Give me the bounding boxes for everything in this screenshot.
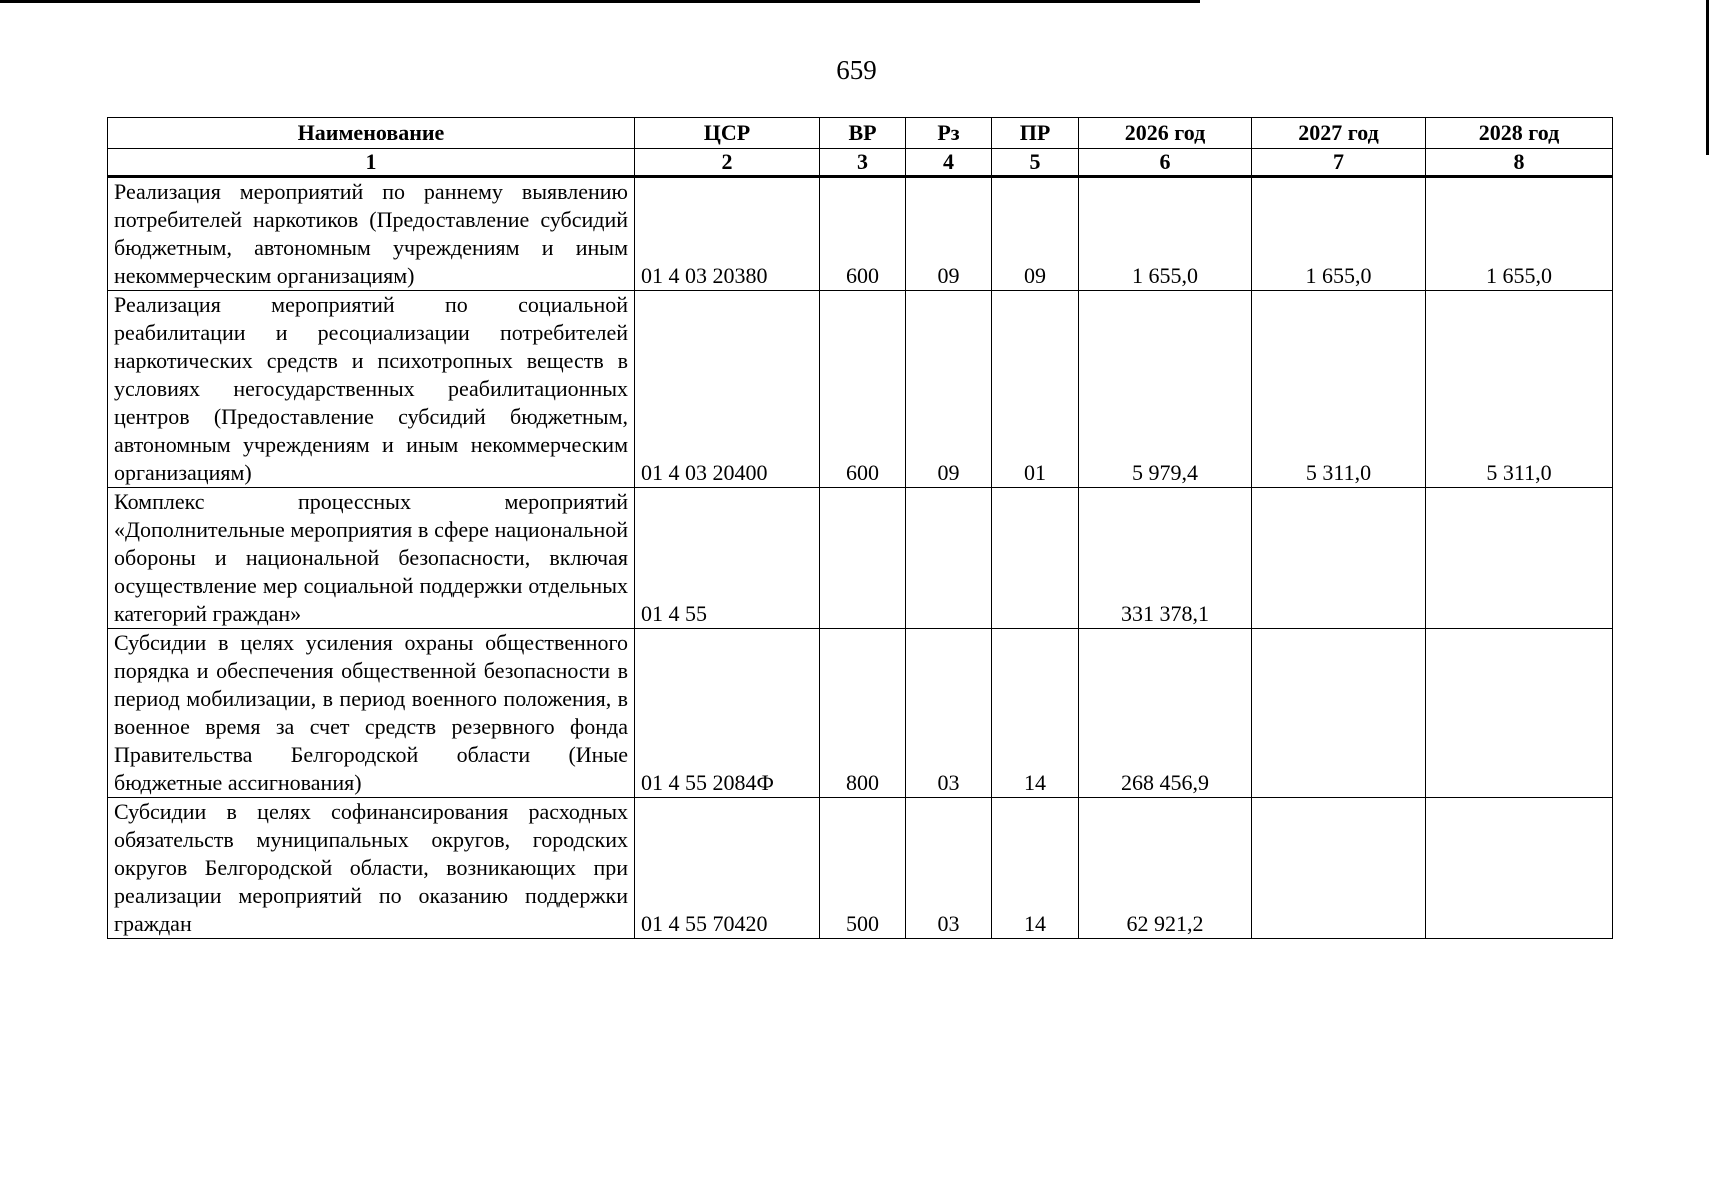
column-number: 6 bbox=[1079, 149, 1252, 177]
row-name: Реализация мероприятий по социальной реабилитации и ресоциализации потребителей наркотических средств и психотропных веществ в условиях негосударственных реабилитационных центров (Предоставление субсидий бюджетным, автономным учреждениям и иным некоммерческим организациям) bbox=[108, 291, 635, 488]
row-rz: 03 bbox=[906, 629, 992, 798]
row-2026: 331 378,1 bbox=[1079, 488, 1252, 629]
row-pr: 14 bbox=[992, 798, 1079, 939]
row-rz: 09 bbox=[906, 291, 992, 488]
row-2027 bbox=[1252, 798, 1426, 939]
row-2027: 5 311,0 bbox=[1252, 291, 1426, 488]
row-csr: 01 4 03 20380 bbox=[635, 177, 820, 291]
table-row bbox=[108, 629, 1613, 798]
column-number: 3 bbox=[820, 149, 906, 177]
row-vr: 600 bbox=[820, 177, 906, 291]
table-row bbox=[108, 291, 1613, 488]
page-number: 659 bbox=[836, 55, 877, 85]
column-number: 4 bbox=[906, 149, 992, 177]
header-name: Наименование bbox=[108, 118, 635, 149]
row-csr: 01 4 55 70420 bbox=[635, 798, 820, 939]
column-number-row bbox=[108, 149, 1613, 177]
row-2028 bbox=[1426, 488, 1613, 629]
column-number: 5 bbox=[992, 149, 1079, 177]
row-csr: 01 4 55 2084Ф bbox=[635, 629, 820, 798]
column-number: 2 bbox=[635, 149, 820, 177]
row-2026: 5 979,4 bbox=[1079, 291, 1252, 488]
row-pr: 14 bbox=[992, 629, 1079, 798]
row-rz: 09 bbox=[906, 177, 992, 291]
header-rz: Рз bbox=[906, 118, 992, 149]
header-2026: 2026 год bbox=[1079, 118, 1252, 149]
header-csr: ЦСР bbox=[635, 118, 820, 149]
header-2028: 2028 год bbox=[1426, 118, 1613, 149]
row-pr: 09 bbox=[992, 177, 1079, 291]
row-2026: 62 921,2 bbox=[1079, 798, 1252, 939]
row-2028: 1 655,0 bbox=[1426, 177, 1613, 291]
column-number: 7 bbox=[1252, 149, 1426, 177]
row-name: Субсидии в целях усиления охраны общественного порядка и обеспечения общественной безопасности в период мобилизации, в период военного положения, в военное время за счет средств резервного фонда Правительства Белгородской области (Иные бюджетные ассигнования) bbox=[108, 629, 635, 798]
header-2027: 2027 год bbox=[1252, 118, 1426, 149]
table-row bbox=[108, 177, 1613, 291]
column-number: 8 bbox=[1426, 149, 1613, 177]
row-2028 bbox=[1426, 629, 1613, 798]
row-pr: 01 bbox=[992, 291, 1079, 488]
row-name: Реализация мероприятий по раннему выявлению потребителей наркотиков (Предоставление субсидий бюджетным, автономным учреждениям и иным некоммерческим организациям) bbox=[108, 177, 635, 291]
header-row bbox=[108, 118, 1613, 149]
row-2026: 268 456,9 bbox=[1079, 629, 1252, 798]
row-vr: 500 bbox=[820, 798, 906, 939]
row-2027 bbox=[1252, 629, 1426, 798]
row-2028: 5 311,0 bbox=[1426, 291, 1613, 488]
column-number: 1 bbox=[108, 149, 635, 177]
row-vr: 600 bbox=[820, 291, 906, 488]
header-vr: ВР bbox=[820, 118, 906, 149]
budget-table bbox=[107, 117, 1613, 939]
row-rz bbox=[906, 488, 992, 629]
row-pr bbox=[992, 488, 1079, 629]
row-vr: 800 bbox=[820, 629, 906, 798]
row-2027: 1 655,0 bbox=[1252, 177, 1426, 291]
row-vr bbox=[820, 488, 906, 629]
table-row bbox=[108, 488, 1613, 629]
top-rule bbox=[0, 0, 1200, 3]
header-pr: ПР bbox=[992, 118, 1079, 149]
row-name: Комплекс процессных мероприятий «Дополнительные мероприятия в сфере национальной обороны и национальной безопасности, включая осуществление мер социальной поддержки отдельных категорий граждан» bbox=[108, 488, 635, 629]
row-name: Субсидии в целях софинансирования расходных обязательств муниципальных округов, городских округов Белгородской области, возникающих при реализации мероприятий по оказанию поддержки граждан bbox=[108, 798, 635, 939]
row-2026: 1 655,0 bbox=[1079, 177, 1252, 291]
row-csr: 01 4 55 bbox=[635, 488, 820, 629]
row-rz: 03 bbox=[906, 798, 992, 939]
table-row bbox=[108, 798, 1613, 939]
row-2028 bbox=[1426, 798, 1613, 939]
row-csr: 01 4 03 20400 bbox=[635, 291, 820, 488]
row-2027 bbox=[1252, 488, 1426, 629]
